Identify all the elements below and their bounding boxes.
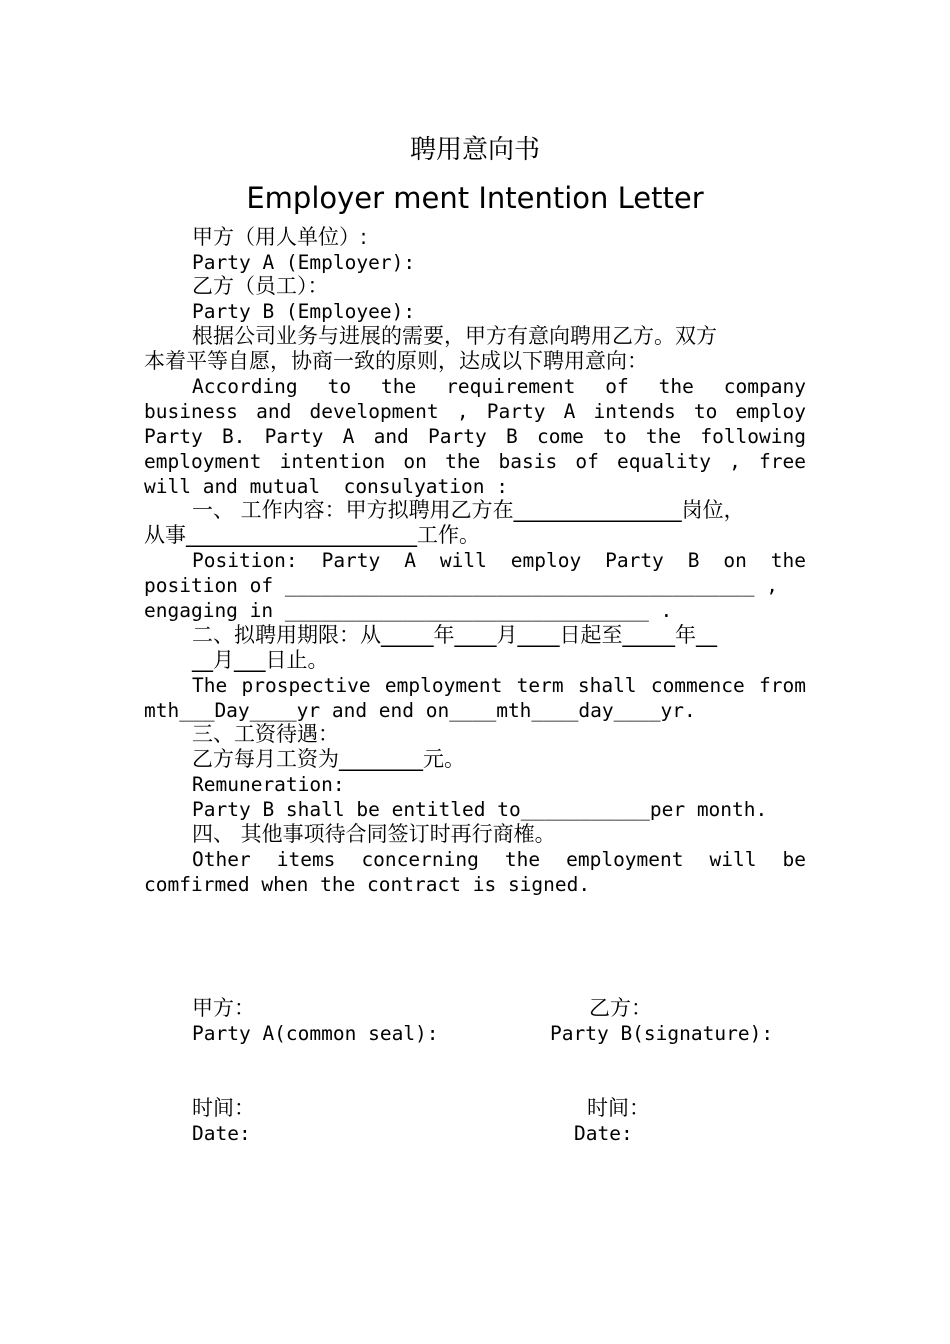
party-b-sign-zh: 乙方： bbox=[589, 996, 652, 1020]
section-3-zh-heading: 三、工资待遇： bbox=[192, 722, 339, 746]
section-4-zh: 四、 其他事项待合同签订时再行商榷。 bbox=[192, 822, 556, 846]
section-1-en-line-1: Position: Party A will employ Party B on the bbox=[192, 549, 806, 572]
section-2-zh-line-1: 二、拟聘用期限：从_____年____月____日起至_____年__ bbox=[192, 623, 717, 647]
party-a-sign-zh: 甲方： bbox=[192, 996, 255, 1020]
party-a-date-label: Date: bbox=[192, 1122, 251, 1145]
title-english: Employer ment Intention Letter bbox=[246, 181, 704, 215]
party-b-label-en: Party B (Employee): bbox=[192, 300, 416, 323]
section-1-en-line-2: position of ________________________________________ , bbox=[144, 574, 778, 597]
party-b-signature-label: Party B(signature): bbox=[550, 1022, 774, 1045]
section-4-en-line-1: Other items concerning the employment will be bbox=[192, 848, 806, 871]
party-a-seal-label: Party A(common seal): bbox=[192, 1022, 439, 1045]
section-3-en-heading: Remuneration: bbox=[192, 773, 345, 796]
party-a-time-zh: 时间： bbox=[192, 1096, 255, 1120]
section-1-en-line-3: engaging in _______________________________ . bbox=[144, 599, 673, 622]
party-b-date-label: Date: bbox=[574, 1122, 633, 1145]
party-a-label-zh: 甲方（用人单位）: bbox=[192, 225, 368, 249]
party-b-label-zh: 乙方（员工）： bbox=[192, 274, 329, 298]
intro-en-line-5: will and mutual consulyation : bbox=[144, 475, 508, 498]
section-1-zh-line-2: 从事______________________工作。 bbox=[144, 523, 480, 547]
section-1-zh-line-1: 一、 工作内容：甲方拟聘用乙方在________________岗位， bbox=[192, 498, 745, 522]
intro-en-line-3: Party B. Party A and Party B come to the following bbox=[144, 425, 806, 448]
section-2-en-line-2: mth___Day____yr and end on____mth____day____yr. bbox=[144, 699, 696, 722]
intro-zh-line-2: 本着平等自愿，协商一致的原则，达成以下聘用意向： bbox=[144, 349, 648, 373]
intro-en-line-4: employment intention on the basis of equality , free bbox=[144, 450, 806, 473]
intro-zh-line-1: 根据公司业务与进展的需要，甲方有意向聘用乙方。双方 bbox=[192, 324, 717, 348]
section-2-zh-line-2: __月___日止。 bbox=[192, 648, 329, 672]
party-b-time-zh: 时间： bbox=[587, 1096, 650, 1120]
party-a-label-en: Party A (Employer): bbox=[192, 251, 416, 274]
title-chinese: 聘用意向书 bbox=[409, 135, 540, 165]
section-3-en-salary: Party B shall be entitled to___________per month. bbox=[192, 798, 768, 821]
section-3-zh-salary: 乙方每月工资为________元。 bbox=[192, 747, 465, 771]
intro-en-line-1: According to the requirement of the company bbox=[192, 375, 806, 398]
section-2-en-line-1: The prospective employment term shall commence from bbox=[192, 674, 806, 697]
section-4-en-line-2: comfirmed when the contract is signed. bbox=[144, 873, 591, 896]
intro-en-line-2: business and development , Party A intends to employ bbox=[144, 400, 806, 423]
